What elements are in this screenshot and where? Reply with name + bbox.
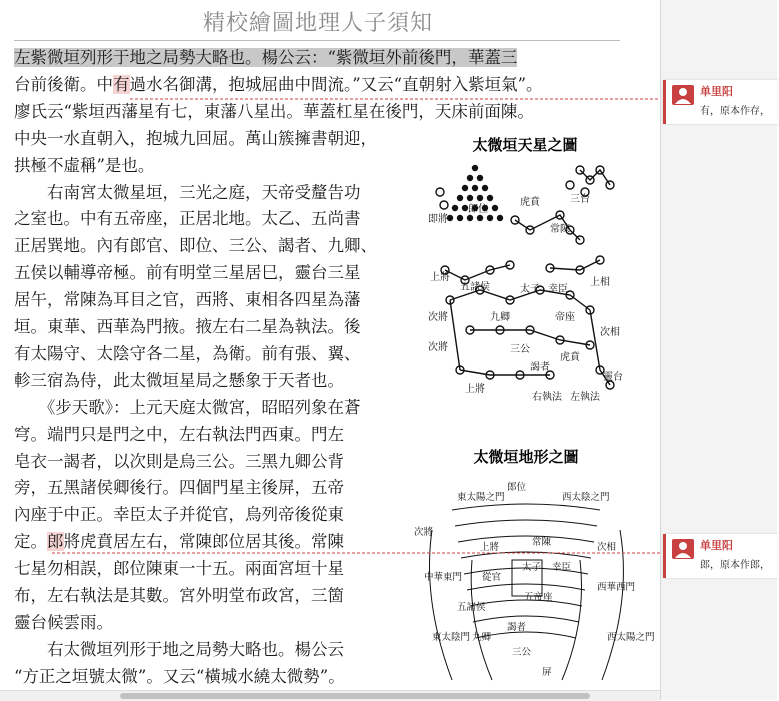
star-chart-label: 次相: [600, 327, 620, 338]
comment-text: 有，原本作存，: [700, 106, 770, 117]
star-chart-label: 常陳: [550, 224, 570, 235]
text-run: 皂衣一謁者，以次則是烏三公。三黑九卿公背: [14, 451, 344, 471]
star-chart-label: 即將: [428, 214, 448, 225]
terrain-map-label: 幸臣: [552, 562, 572, 573]
text-run: 之室也。中有五帝座，正居北地。太乙、五尚書: [14, 209, 361, 229]
star-chart-label: 郎位: [468, 204, 488, 215]
user-avatar-icon: [672, 85, 694, 105]
text-run: 有太陽守、太陰守各二星，為衛。前有張、翼、: [14, 343, 361, 363]
terrain-map-label: 五帝座: [524, 592, 553, 603]
terrain-map-label: 西華西門: [597, 582, 636, 593]
star-chart-label: 九卿: [490, 312, 510, 323]
comment-author: 单里阳: [700, 85, 733, 98]
star-chart-title: 太微垣天星之圖: [472, 136, 578, 154]
star-chart-label: 次將: [428, 342, 448, 353]
terrain-map-label: 西太陰之門: [562, 492, 610, 503]
text-run: 穹。端門只是門之中，左右執法門西東。門左: [14, 424, 344, 444]
star-chart-label: 五諸侯: [460, 282, 490, 293]
text-run: 中央一水直朝入，抱城九回屈。萬山簇擁書朝迎，: [14, 128, 377, 148]
text-run: 居午，常陳為耳目之官，西將、東相各四星為藩: [14, 290, 361, 310]
star-chart-label: 帝座: [555, 312, 575, 323]
document-title: 精校繪圖地理人子須知: [202, 11, 433, 36]
comment-anchor-text: 郎: [47, 532, 64, 552]
star-chart-label: 上將: [430, 272, 450, 283]
scrollbar-thumb[interactable]: [120, 693, 590, 699]
user-avatar-icon: [672, 539, 694, 559]
star-chart-label: 三台: [570, 194, 590, 205]
star-chart-label: 左執法: [570, 392, 600, 403]
star-chart-label: 謁者: [530, 362, 550, 373]
terrain-map-label: 上將: [480, 542, 500, 553]
terrain-map-label: 屏: [542, 667, 552, 678]
terrain-map-label: 次將: [414, 527, 434, 538]
star-chart-label: 幸臣: [548, 284, 568, 295]
text-run: 過水名御溝，抱城屈曲中間流。”又云“直朝射入紫垣氣”。: [129, 74, 543, 94]
star-chart-label: 虎賁: [560, 352, 580, 363]
terrain-map-label: 從官: [482, 572, 502, 583]
text-run: 定。: [14, 532, 47, 552]
text-run: 靈台候雲雨。: [14, 612, 113, 632]
terrain-map-label: 九卿: [472, 632, 492, 643]
text-run: 旁，五黑諸侯卿後行。四個門星主後屏，五帝: [14, 478, 344, 498]
terrain-map-label: 次相: [597, 542, 617, 553]
star-chart-label: 上相: [590, 277, 610, 288]
terrain-map-title: 太微垣地形之圖: [473, 448, 579, 466]
star-chart-label: 虎賁: [520, 197, 540, 208]
text-run: 七星勿相誤，郎位陳東一十五。兩面宮垣十星: [14, 559, 344, 579]
text-run: 五侯以輔導帝極。前有明堂三星居巳，靈台三星: [14, 263, 361, 283]
terrain-map-label: 郎位: [507, 482, 527, 493]
terrain-map-label: 中華東門: [424, 572, 463, 583]
text-run: 將虎賁居左右，常陳郎位居其後。常陳: [63, 532, 344, 552]
terrain-map-label: 常陳: [532, 537, 552, 548]
terrain-map-label: 五諸侯: [457, 602, 486, 613]
terrain-map-label: 東太陽之門: [457, 492, 505, 503]
terrain-map-label: 東太陰門: [432, 632, 471, 643]
text-run: 廖氏云“紫垣西藩星有七，東藩八星出。華蓋杠星在後門，天床前面陳。: [14, 101, 534, 121]
star-chart-label: 次將: [428, 312, 448, 323]
star-chart-label: 三公: [510, 344, 530, 355]
text-run: 布，左右執法是其數。宮外明堂布政宮，三箇: [14, 586, 344, 605]
horizontal-scrollbar[interactable]: [0, 690, 660, 701]
star-chart-label: 右執法: [532, 392, 562, 403]
comment-card[interactable]: [663, 534, 779, 578]
text-run: 台前後衛。中: [14, 74, 113, 94]
text-run: 《步天歌》：上元天庭太微宮，昭昭列象在蒼: [14, 397, 361, 417]
star-chart-label: 太子: [520, 284, 540, 295]
star-chart-label: 靈台: [603, 372, 623, 383]
terrain-map-label: 三公: [512, 647, 532, 658]
comment-text: 郎，原本作郎，: [700, 560, 770, 571]
terrain-map-label: 謁者: [507, 622, 527, 633]
text-run: 左紫微垣列形于地之局勢大略也。楊公云：“紫微垣外前後門，華蓋三: [14, 48, 518, 67]
text-run: 軫三宿為侍，此太微垣星局之懸象于天者也。: [14, 370, 344, 390]
text-run: “方正之垣號太微”。又云“橫城水繞太微勢”。: [14, 666, 345, 686]
text-run: 垣。東華、西華為門掖。掖左右二星為執法。後: [14, 317, 361, 336]
comment-card[interactable]: [663, 80, 779, 124]
star-chart-label: 上將: [465, 384, 485, 395]
text-run: 拱極不虛稱”是也。: [14, 155, 155, 175]
text-run: 正居巽地。內有郎官、即位、三公、謁者、九卿、: [14, 236, 377, 256]
text-run: 右南宮太微星垣，三光之庭，天帝受釐告功: [14, 182, 361, 202]
text-run: 內座于中正。幸臣太子并從官，烏列帝後從東: [14, 505, 344, 525]
comment-author: 单里阳: [700, 539, 733, 552]
text-run: 右太微垣列形于地之局勢大略也。楊公云: [14, 639, 344, 659]
comment-anchor-text: 有: [113, 74, 130, 94]
terrain-map-label: 西太陽之門: [607, 632, 655, 643]
terrain-map-label: 太子: [522, 562, 542, 573]
